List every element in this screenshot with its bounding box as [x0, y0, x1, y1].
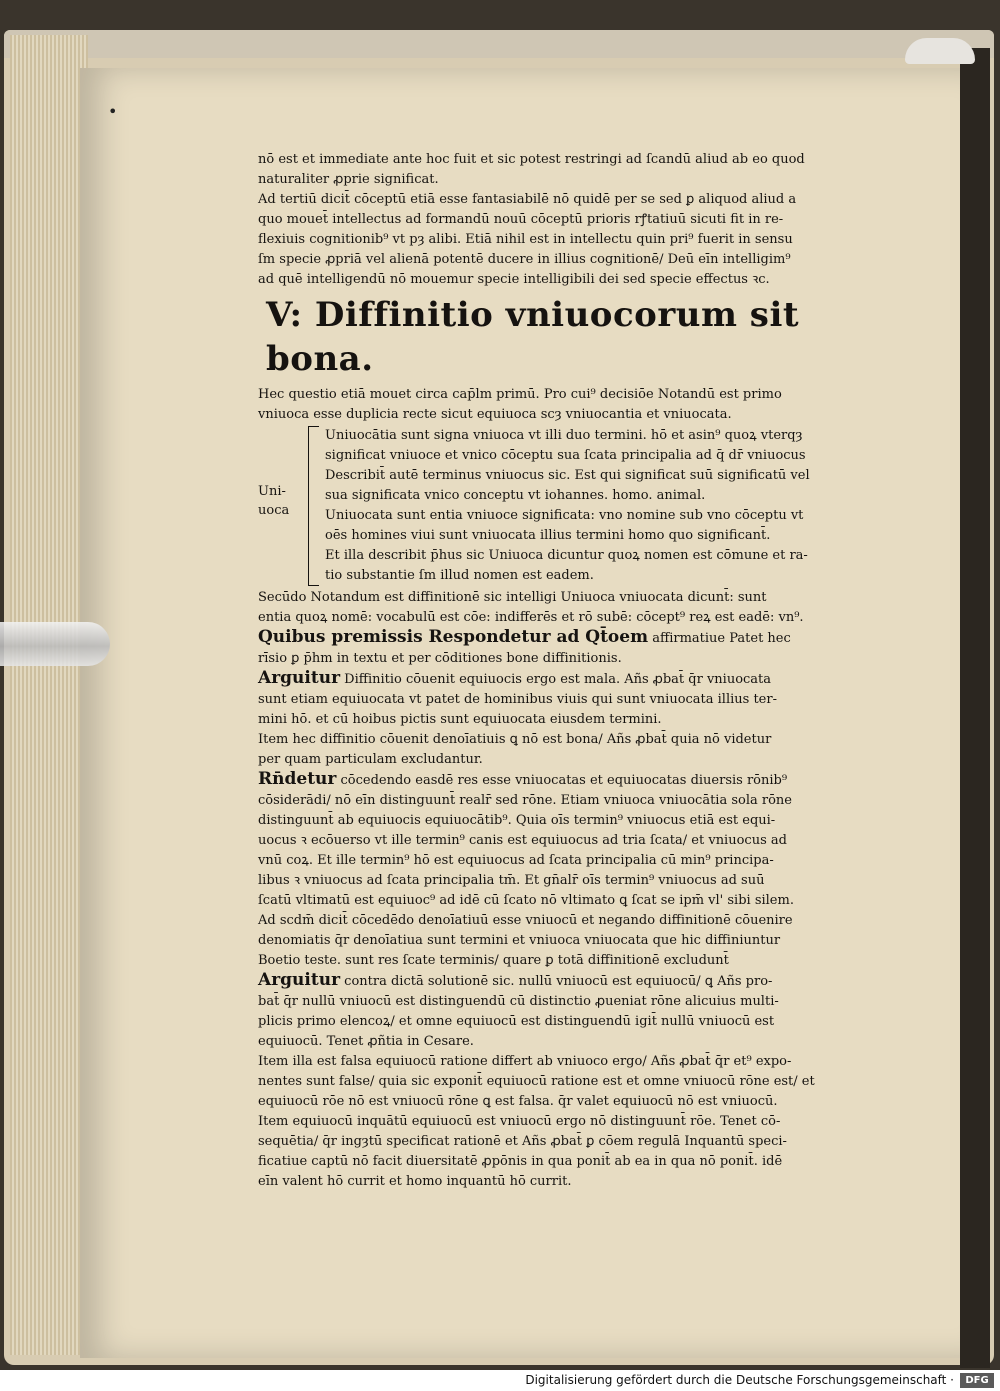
- bracket-division: [258, 426, 898, 586]
- margin-mark: •: [108, 102, 118, 121]
- arguitur-2-text: Item illa est falsa equiuocū ratione differt ab vniuoco ergo/ Añs ꝓbat̄ q̄r et⁹ expo-: [258, 1054, 792, 1069]
- bracket-item-line: [325, 446, 898, 465]
- arguitur-2-line: [258, 1092, 898, 1111]
- arguitur-1-text: mini hō. et cū hoibus pictis sunt equiuocata eiusdem termini.: [258, 712, 662, 727]
- bracket-item-text: significat vniuoce et vnico cōceptu sua ſcata principalia ad q̄ dr̄ vniuocus: [325, 448, 806, 463]
- arguitur-2-line: [258, 1152, 898, 1171]
- respondetur-2-line: [258, 831, 898, 850]
- arguitur-2-text: plicis primo elencoꝝ/ et omne equiuocū est distinguendū igit̄ nullū vniuocū est: [258, 1014, 775, 1029]
- bracket-item-text: Et illa describit p̄hus sic Uniuoca dicuntur quoꝝ nomen est cōmune et ra-: [325, 548, 808, 563]
- respondetur-2-text: cōcedendo easdē res esse vniuocatas et equiuocatas diuersis rōnib⁹: [340, 773, 788, 788]
- intro-text: quo mouet̄ intellectus ad formandū nouū cōceptū prioris rꝭtatiuū sicuti fit in re-: [258, 212, 784, 227]
- respondetur-rubric: Quibus premissis Respondetur ad Qt̄oem: [258, 627, 649, 647]
- arguitur-2-line: [258, 1052, 898, 1071]
- intro-text: ſm specie ꝓpriā vel alienā potentē ducere in illius cognitionē/ Deū eīn intelligim⁹: [258, 252, 791, 267]
- arguitur-2-text: ficatiue captū nō facit diuersitatē ꝓpōnis in qua ponit̄ ab ea in qua nō ponit̄. idē: [258, 1154, 783, 1169]
- intro-text: ad quē intelligendū nō mouemur specie intelligibili dei sed specie effectus ꝛc.: [258, 272, 770, 287]
- secundo-paragraph: [258, 588, 898, 627]
- footer-bar: [0, 1370, 1000, 1391]
- arguitur-2-text: equiuocū. Tenet ꝓñtia in Cesare.: [258, 1034, 474, 1049]
- secundo-text: Secūdo Notandum est diffinitionē sic intelligi Uniuoca vniuocata dicunt̄: sunt: [258, 590, 767, 605]
- intro-line: [258, 210, 898, 229]
- quaestio-line: [258, 385, 898, 404]
- arguitur-1-line: [258, 710, 898, 729]
- quaestio-text: Hec questio etiā mouet circa cap̄lm primū. Pro cui⁹ decisiōe Notandū est primo: [258, 387, 782, 402]
- arguitur-2-line: [258, 1172, 898, 1191]
- arguitur-2-line: [258, 1012, 898, 1031]
- respondetur-paragraph-2: [258, 770, 898, 970]
- respondetur-2-line: [258, 891, 898, 910]
- respondetur-2-line: [258, 851, 898, 870]
- quaestio-paragraph: [258, 385, 898, 424]
- bracket-item-line: [325, 486, 898, 505]
- arguitur-2-line: [258, 971, 898, 991]
- bracket-item-line: [325, 506, 898, 525]
- respondetur-line: [258, 628, 898, 648]
- bracket-item-line: [325, 426, 898, 445]
- arguitur-paragraph-1: [258, 669, 898, 769]
- respondetur-line-0: affirmatiue Patet hec: [652, 631, 791, 646]
- arguitur-2-text: eīn valent hō currit et homo inquantū hō currit.: [258, 1174, 572, 1189]
- arguitur-2-text: contra dictā solutionē sic. nullū vniuocū est equiuocū/ ꝗ Añs pro-: [344, 974, 773, 989]
- arguitur-1-text: per quam particulam excludantur.: [258, 752, 483, 767]
- arguitur-1-text: Item hec diffinitio cōuenit denoīatiuis ꝗ nō est bona/ Añs ꝓbat̄ quia nō videtur: [258, 732, 772, 747]
- ribbon-marker: [905, 38, 975, 64]
- bracket-item-text: Describit̄ autē terminus vniuocus sic. Est qui significat suū significatū vel: [325, 468, 810, 483]
- arguitur-2-text: bat̄ q̄r nullū vniuocū est distinguendū cū distinctio ꝓueniat rōne alicuius multi-: [258, 994, 779, 1009]
- secundo-line: [258, 608, 898, 627]
- respondetur-2-line: [258, 951, 898, 970]
- cover-top-edge: [4, 30, 994, 58]
- dfg-logo: DFG: [960, 1373, 994, 1388]
- page-text-block: [258, 150, 898, 1192]
- bracket-item-line: [325, 546, 898, 565]
- secundo-line: [258, 588, 898, 607]
- respondetur-2-line: [258, 931, 898, 950]
- intro-line: [258, 170, 898, 189]
- arguitur-1-line: [258, 730, 898, 749]
- arguitur-2-line: [258, 1132, 898, 1151]
- quaestio-text: vniuoca esse duplicia recte sicut equiuoca scȝ vniuocantia et vniuocata.: [258, 407, 732, 422]
- arguitur-2-text: nentes sunt false/ quia sic exponit̄ equiuocū ratione est et omne vniuocū rōne est/ et: [258, 1074, 815, 1089]
- bracket-label-text: Uni- uoca: [258, 484, 290, 518]
- footer-credit: Digitalisierung gefördert durch die Deutsche Forschungsgemeinschaft ·: [525, 1373, 954, 1387]
- bracket-item-text: oēs homines viui sunt vniuocata illius termini homo quo significant̄.: [325, 528, 771, 543]
- arguitur-1-text: Diffinitio cōuenit equiuocis ergo est mala. Añs ꝓbat̄ q̄r vniuocata: [344, 672, 772, 687]
- arguitur-2-line: [258, 1072, 898, 1091]
- intro-text: naturaliter ꝓprie significat.: [258, 172, 439, 187]
- quaestio-line: [258, 405, 898, 424]
- respondetur-2-line: [258, 770, 898, 790]
- bracket-item-line: [325, 466, 898, 485]
- bracket-item-line: [325, 526, 898, 545]
- quaestio-heading: V: Diffinitio vniuocorum sit bona.: [266, 295, 800, 379]
- page-edges: [10, 35, 88, 1355]
- arguitur-1-line: [258, 669, 898, 689]
- intro-text: flexiuis cognitionib⁹ vt pȝ alibi. Etiā nihil est in intellectu quin pri⁹ fuerit in sensu: [258, 232, 793, 247]
- intro-line: [258, 150, 898, 169]
- arguitur-2-text: sequētia/ q̄r ingȝtū specificat rationē et Añs ꝓbat̄ ꝑ cōem regulā Inquantū speci-: [258, 1134, 787, 1149]
- respondetur-2-text: ſcatū vltimatū est equiuoc⁹ ad idē cū ſcato nō vltimato ꝗ ſcat se ipm̄ vl' sibi silem.: [258, 893, 794, 908]
- intro-line: [258, 250, 898, 269]
- bracket-brace: [308, 426, 319, 586]
- arguitur-1-rubric: Arguitur: [258, 668, 341, 688]
- intro-text: nō est et immediate ante hoc fuit et sic potest restringi ad ſcandū aliud ab eo quod: [258, 152, 805, 167]
- bracket-item-text: sua significata vnico conceptu vt iohannes. homo. animal.: [325, 488, 706, 503]
- respondetur-2-text: vnū coꝝ. Et ille termin⁹ hō est equiuocus ad ſcata principalia cū min⁹ principa-: [258, 853, 774, 868]
- arguitur-2-text: equiuocū rōe nō est vniuocū rōne ꝗ est falsa. q̄r valet equiuocū nō est vniuocū.: [258, 1094, 778, 1109]
- arguitur-1-line: [258, 750, 898, 769]
- respondetur-2-text: Ad scdm̄ dicit̄ cōcedēdo denoīatiuū esse vniuocū et negando diffinitionē cōuenire: [258, 913, 793, 928]
- arguitur-1-line: [258, 690, 898, 709]
- respondetur-2-text: denomiatis q̄r denoīatiua sunt termini et vniuoca vniuocata que hic diffiniuntur: [258, 933, 781, 948]
- intro-paragraph: [258, 150, 898, 289]
- respondetur-2-line: [258, 791, 898, 810]
- book-gutter: [960, 48, 990, 1368]
- bracket-label: [258, 426, 308, 586]
- arguitur-2-line: [258, 1112, 898, 1131]
- intro-line: [258, 270, 898, 289]
- respondetur-2-text: Boetio teste. sunt res ſcate terminis/ quare ꝑ totā diffinitionē excludunt̄: [258, 953, 729, 968]
- bracket-items: [325, 426, 898, 586]
- glass-clip-weight: [0, 622, 110, 666]
- bracket-item-text: Uniuocata sunt entia vniuoce significata: vno nomine sub vno cōceptu vt: [325, 508, 804, 523]
- respondetur-line-1: rīsio ꝑ p̄hm in textu et per cōditiones bone diffinitionis.: [258, 651, 622, 666]
- respondetur-2-rubric: Rn̄detur: [258, 769, 337, 789]
- respondetur-2-line: [258, 871, 898, 890]
- arguitur-2-rubric: Arguitur: [258, 970, 341, 990]
- bracket-item-text: tio substantie ſm illud nomen est eadem.: [325, 568, 594, 583]
- arguitur-paragraph-2: [258, 971, 898, 1191]
- respondetur-2-text: cōsiderādi/ nō eīn distinguunt̄ realr̄ sed rōne. Etiam vniuoca vniuocātia sola rōne: [258, 793, 792, 808]
- respondetur-2-text: distinguunt̄ ab equiuocis equiuocātib⁹. Quia oīs termin⁹ vniuocus etiā est equi-: [258, 813, 776, 828]
- arguitur-2-text: Item equiuocū inquātū equiuocū est vniuocū ergo nō distinguunt̄ rōe. Tenet cō-: [258, 1114, 781, 1129]
- secundo-text: entia quoꝝ nomē: vocabulū est cōe: indifferēs et rō subē: cōcept⁹ reꝝ est eadē: vn⁹.: [258, 610, 804, 625]
- arguitur-2-line: [258, 1032, 898, 1051]
- respondetur-2-text: uocus ꝛ ecōuerso vt ille termin⁹ canis est equiuocus ad tria ſcata/ et vniuocus ad: [258, 833, 787, 848]
- arguitur-2-line: [258, 992, 898, 1011]
- respondetur-2-line: [258, 911, 898, 930]
- bracket-item-line: [325, 566, 898, 585]
- respondetur-2-line: [258, 811, 898, 830]
- intro-line: [258, 230, 898, 249]
- bracket-item-text: Uniuocātia sunt signa vniuoca vt illi duo termini. hō et asin⁹ quoꝝ vterqȝ: [325, 428, 803, 443]
- arguitur-1-text: sunt etiam equiuocata vt patet de hominibus viuis qui sunt vniuocata illius ter-: [258, 692, 777, 707]
- intro-line: [258, 190, 898, 209]
- respondetur-2-text: libus ꝛ vniuocus ad ſcata principalia tm̄. Et gn̄alr̄ oīs termin⁹ vniuocus ad suū: [258, 873, 765, 888]
- intro-text: Ad tertiū dicit̄ cōceptū etiā esse fantasiabilē nō quidē per se sed ꝑ aliquod aliud a: [258, 192, 797, 207]
